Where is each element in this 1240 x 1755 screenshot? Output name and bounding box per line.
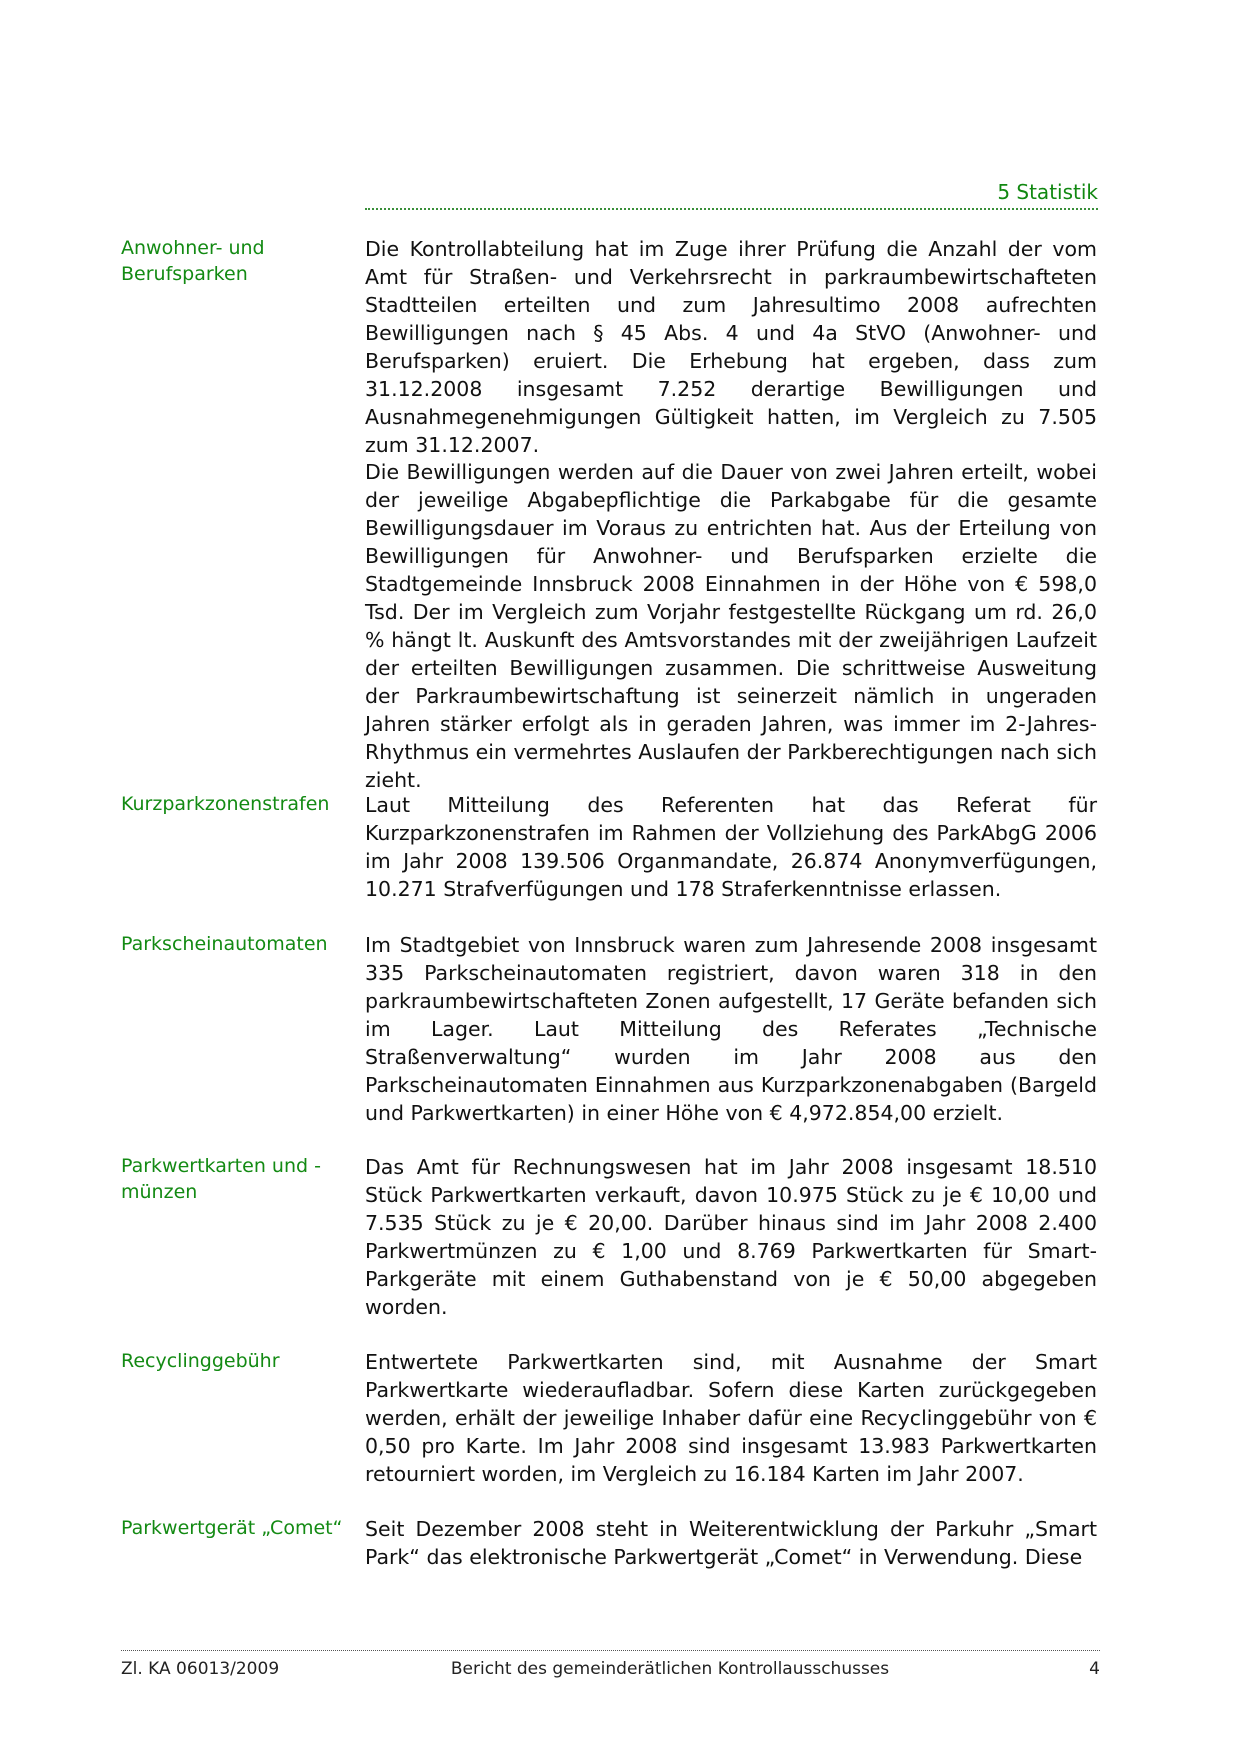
- header-divider: [365, 208, 1098, 210]
- paragraph-parkscheinautomaten: Im Stadtgebiet von Innsbruck waren zum Jahresende 2008 insgesamt 335 Parkscheinautomaten registriert, davon waren 318 in den parkraumbewirtschafteten Zonen aufgestellt, 17 Geräte befanden sich im Lager. Laut Mitteilung des Referates „Technische Straßenverwaltung“ wurden im Jahr 2008 aus den Parkscheinautomaten Einnahmen aus Kurzparkzonenabgaben (Bargeld und Parkwertkarten) in einer Höhe von € 4,972.854,00 erzielt.: [365, 933, 1097, 1125]
- paragraph-comet: Seit Dezember 2008 steht in Weiterentwicklung der Parkuhr „Smart Park“ das elektronische Parkwertgerät „Comet“ in Verwendung. Diese: [365, 1517, 1097, 1569]
- margin-note-anwohnerparken: Anwohner- und Berufsparken: [121, 237, 265, 285]
- margin-note-kurzparkzonenstrafen: Kurzparkzonenstrafen: [121, 793, 330, 815]
- paragraph-anwohnerparken-2: Die Bewilligungen werden auf die Dauer von zwei Jahren erteilt, wobei der jeweilige Abgabepflichtige die Parkabgabe für die gesamte Bewilligungsdauer im Voraus zu entrichten hat. Aus der Erteilung von Bewilligungen für Anwohner- und Berufsparken erzielte die Stadtgemeinde Innsbruck 2008 Einnahmen in der Höhe von € 598,0 Tsd. Der im Vergleich zum Vorjahr festgestellte Rückgang um rd. 26,0 % hängt lt. Auskunft des Amtsvorstandes mit der zweijährigen Laufzeit der erteilten Bewilligungen zusammen. Die schrittweise Ausweitung der Parkraumbewirtschaftung ist seinerzeit nämlich in ungeraden Jahren stärker erfolgt als in geraden Jahren, was immer im 2-Jahres-Rhythmus ein vermehrtes Auslaufen der Parkberechtigungen nach sich zieht.: [365, 460, 1097, 792]
- footer-divider: [121, 1650, 1100, 1651]
- report-title: Bericht des gemeinderätlichen Kontrollausschusses: [450, 1659, 890, 1679]
- paragraph-recyclinggebuehr: Entwertete Parkwertkarten sind, mit Ausnahme der Smart Parkwertkarte wiederaufladbar. Sofern diese Karten zurückgegeben werden, erhält der jeweilige Inhaber dafür eine Recyclinggebühr von € 0,50 pro Karte. Im Jahr 2008 sind insgesamt 13.983 Parkwertkarten retourniert worden, im Vergleich zu 16.184 Karten im Jahr 2007.: [365, 1350, 1097, 1486]
- margin-note-parkscheinautomaten: Parkscheinautomaten: [121, 933, 328, 955]
- paragraph-anwohnerparken-1: Die Kontrollabteilung hat im Zuge ihrer Prüfung die Anzahl der vom Amt für Straßen- und Verkehrsrecht in parkraumbewirtschafteten Stadtteilen erteilten und zum Jahresultimo 2008 aufrechten Bewilligungen nach § 45 Abs. 4 und 4a StVO (Anwohner- und Berufsparken) eruiert. Die Erhebung hat ergeben, dass zum 31.12.2008 insgesamt 7.252 derartige Bewilligungen und Ausnahmegenehmigungen Gültigkeit hatten, im Vergleich zu 7.505 zum 31.12.2007.: [365, 237, 1097, 457]
- document-reference: Zl. KA 06013/2009: [121, 1659, 280, 1679]
- paragraph-kurzparkzonenstrafen: Laut Mitteilung des Referenten hat das Referat für Kurzparkzonenstrafen im Rahmen der Vollziehung des ParkAbgG 2006 im Jahr 2008 139.506 Organmandate, 26.874 Anonymverfügungen, 10.271 Strafverfügungen und 178 Straferkenntnisse erlassen.: [365, 793, 1097, 901]
- paragraph-parkwertkarten: Das Amt für Rechnungswesen hat im Jahr 2008 insgesamt 18.510 Stück Parkwertkarten verkauft, davon 10.975 Stück zu je € 10,00 und 7.535 Stück zu je € 20,00. Darüber hinaus sind im Jahr 2008 2.400 Parkwertmünzen zu € 1,00 und 8.769 Parkwertkarten für Smart-Parkgeräte mit einem Guthabenstand von je € 50,00 abgegeben worden.: [365, 1155, 1097, 1319]
- section-title: 5 Statistik: [997, 180, 1098, 204]
- margin-note-parkwertkarten: Parkwertkarten und -münzen: [121, 1155, 321, 1203]
- page-number: 4: [1089, 1659, 1100, 1679]
- margin-note-comet: Parkwertgerät „Comet“: [121, 1517, 343, 1539]
- margin-note-recyclinggebuehr: Recyclinggebühr: [121, 1350, 280, 1372]
